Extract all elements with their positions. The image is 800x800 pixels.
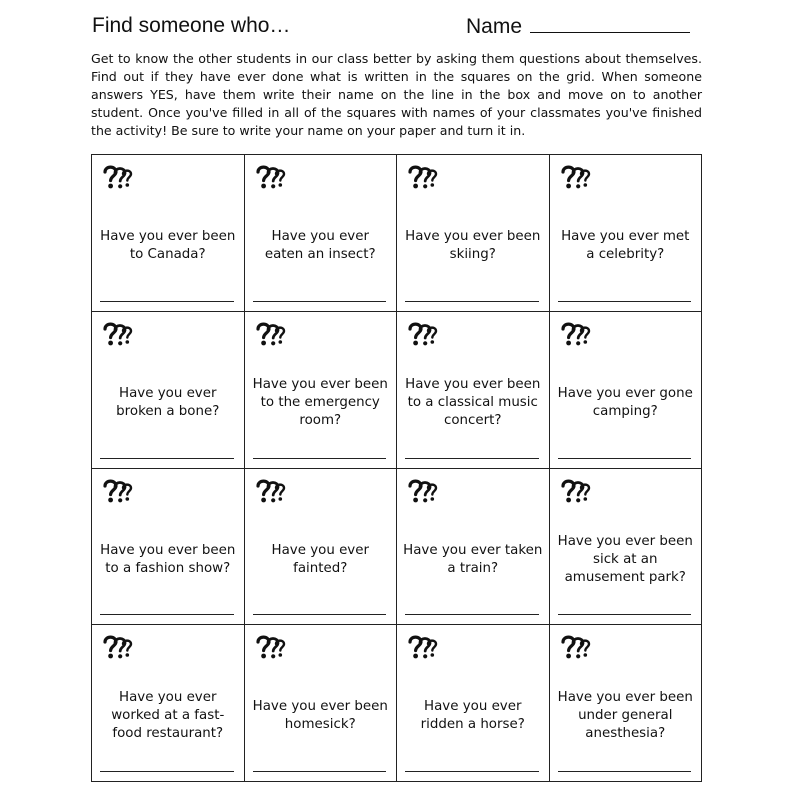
- name-answer-line: [558, 771, 692, 772]
- question-text: Have you ever been sick at an amusement park?: [557, 533, 693, 585]
- question-marks-icon: [102, 634, 134, 660]
- question-marks-icon: [102, 478, 134, 504]
- question-text: Have you ever met a celebrity?: [561, 229, 690, 262]
- grid-cell: [550, 312, 703, 469]
- grid-cell: [92, 625, 245, 782]
- worksheet-header: [92, 10, 702, 44]
- question-text: Have you ever taken a train?: [403, 542, 543, 576]
- question-text: Have you ever been to a classical music concert?: [405, 376, 541, 428]
- name-field: [466, 14, 690, 39]
- question-marks-icon: [407, 478, 439, 504]
- name-answer-line: [100, 771, 234, 772]
- name-label: Name: [466, 15, 523, 38]
- name-answer-line: [100, 458, 234, 459]
- question-text: Have you ever been skiing?: [405, 229, 541, 262]
- question-marks-icon: [560, 321, 592, 347]
- grid-cell: [245, 625, 398, 782]
- question-marks-icon: [560, 634, 592, 660]
- name-answer-line: [253, 458, 387, 459]
- grid-cell: [245, 312, 398, 469]
- grid-cell: [397, 469, 550, 626]
- name-answer-line: [253, 614, 387, 615]
- name-answer-line: [558, 458, 692, 459]
- question-marks-icon: [255, 321, 287, 347]
- question-marks-icon: [407, 634, 439, 660]
- question-text: Have you ever fainted?: [271, 542, 369, 576]
- question-marks-icon: [560, 478, 592, 504]
- name-answer-line: [405, 771, 539, 772]
- grid-cell: [92, 155, 245, 312]
- question-marks-icon: [560, 164, 592, 190]
- name-answer-line: [405, 614, 539, 615]
- question-marks-icon: [407, 321, 439, 347]
- question-text: Have you ever been to the emergency room?: [252, 376, 388, 428]
- name-answer-line: [405, 301, 539, 302]
- name-answer-line: [405, 458, 539, 459]
- question-text: Have you ever been homesick?: [252, 699, 388, 733]
- grid-cell: [550, 155, 703, 312]
- question-marks-icon: [255, 634, 287, 660]
- grid-cell: [397, 312, 550, 469]
- grid-cell: [550, 625, 703, 782]
- name-answer-line: [100, 301, 234, 302]
- name-answer-line: [253, 301, 387, 302]
- question-text: Have you ever been to Canada?: [100, 229, 236, 262]
- question-marks-icon: [255, 478, 287, 504]
- question-text: Have you ever been under general anesthesia?: [557, 690, 693, 742]
- page-title: Find someone who…: [92, 14, 291, 37]
- question-marks-icon: [407, 164, 439, 190]
- grid-cell: [92, 469, 245, 626]
- question-text: Have you ever worked at a fast-food restaurant?: [111, 690, 225, 742]
- bingo-grid: [91, 154, 702, 782]
- grid-cell: [397, 625, 550, 782]
- grid-cell: [245, 155, 398, 312]
- name-answer-line: [100, 614, 234, 615]
- name-blank-line: [530, 14, 690, 33]
- name-answer-line: [558, 614, 692, 615]
- grid-cell: [92, 312, 245, 469]
- grid-cell: [397, 155, 550, 312]
- question-marks-icon: [102, 164, 134, 190]
- name-answer-line: [253, 771, 387, 772]
- instructions-paragraph: Get to know the other students in our class better by asking them questions about themselves. Find out if they have ever done what is written in the squares on the grid. When someone answers YES, have them write their name on the line in the box and move on to another student. Once you've filled in all of the squares with names of your classmates you've finished the activity! Be sure to write your name on your paper and turn it in.: [91, 51, 702, 138]
- question-text: Have you ever ridden a horse?: [420, 699, 525, 733]
- question-marks-icon: [102, 321, 134, 347]
- name-answer-line: [558, 301, 692, 302]
- question-text: Have you ever been to a fashion show?: [100, 542, 236, 576]
- grid-cell: [550, 469, 703, 626]
- question-text: Have you ever broken a bone?: [116, 385, 220, 419]
- question-text: Have you ever gone camping?: [557, 385, 693, 419]
- question-text: Have you ever eaten an insect?: [264, 229, 376, 262]
- grid-cell: [245, 469, 398, 626]
- question-marks-icon: [255, 164, 287, 190]
